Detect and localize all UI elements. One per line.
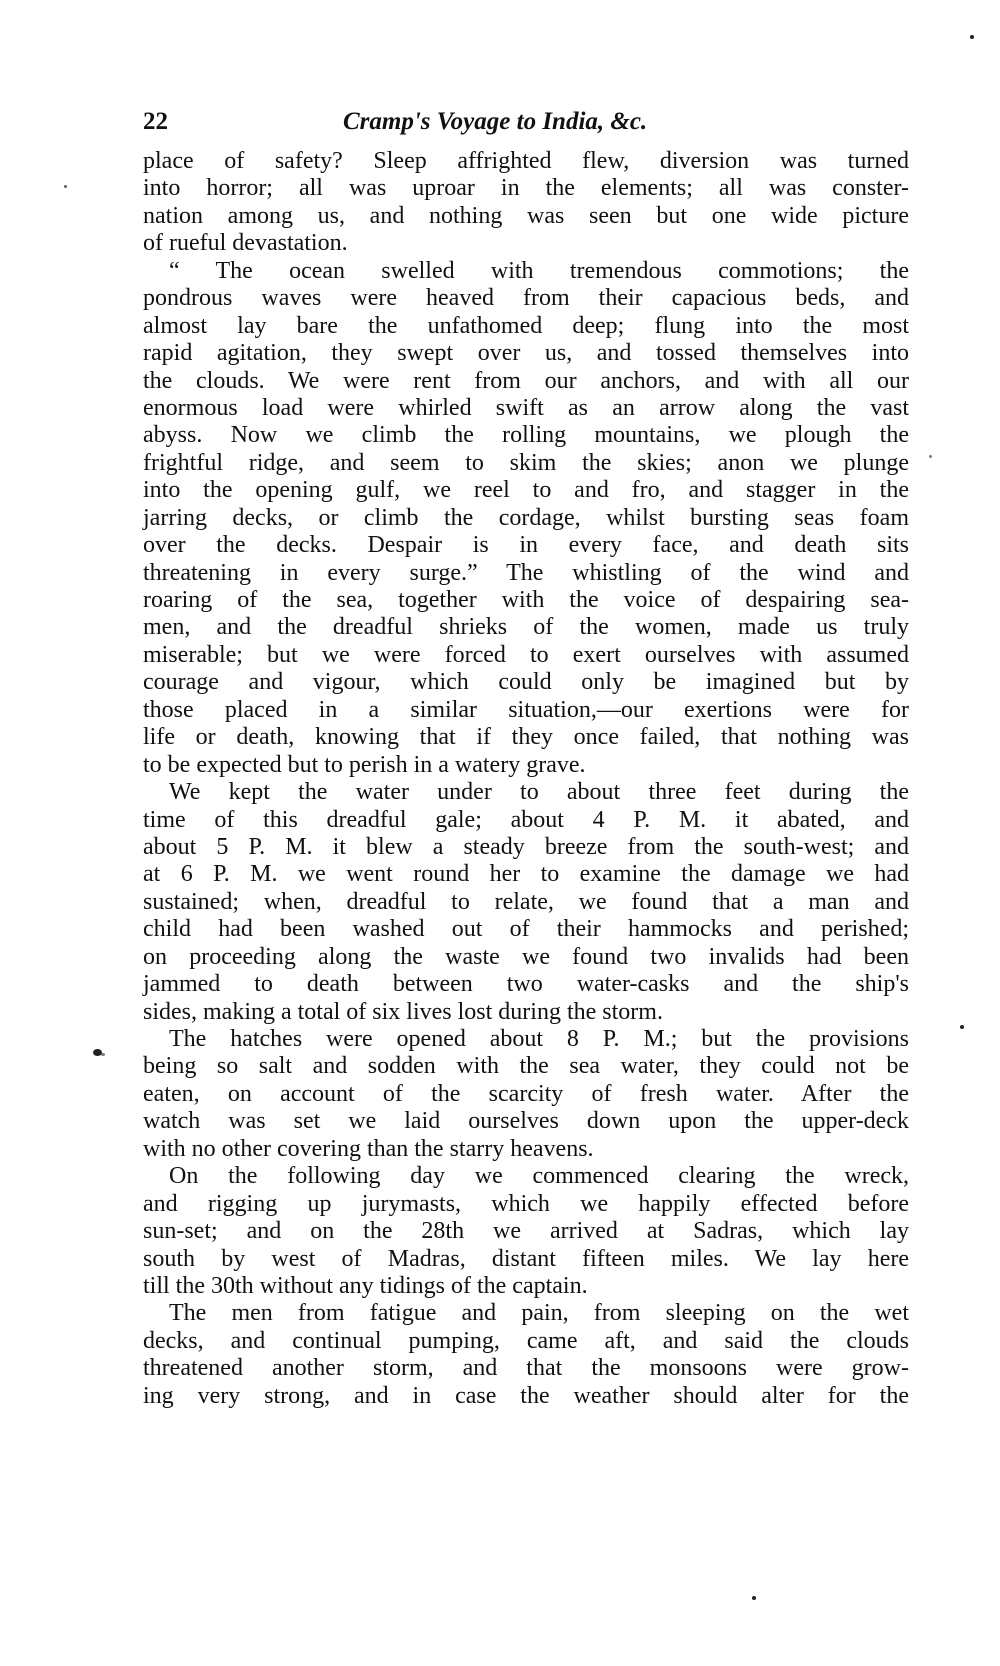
text-line: the clouds. We were rent from our anchors, and with all our	[143, 367, 909, 394]
ink-speck	[970, 35, 974, 39]
text-line: ing very strong, and in case the weather should alter for the	[143, 1382, 909, 1409]
text-line: sustained; when, dreadful to relate, we found that a man and	[143, 888, 909, 915]
text-line: at 6 P. M. we went round her to examine the damage we had	[143, 861, 909, 888]
text-line: eaten, on account of the scarcity of fresh water. After the	[143, 1080, 909, 1107]
ink-speck	[101, 1053, 105, 1056]
text-line: life or death, knowing that if they once failed, that nothing was	[143, 724, 909, 751]
text-line: We kept the water under to about three feet during the	[169, 779, 909, 806]
text-line: child had been washed out of their hammocks and perished;	[143, 916, 909, 943]
body-text	[143, 148, 909, 1410]
text-line: sun-set; and on the 28th we arrived at Sadras, which lay	[143, 1218, 909, 1245]
text-line: being so salt and sodden with the sea water, they could not be	[143, 1053, 909, 1080]
page-number: 22	[143, 108, 168, 135]
text-line: jammed to death between two water-casks and the ship's	[143, 971, 909, 998]
text-line: frightful ridge, and seem to skim the skies; anon we plunge	[143, 449, 909, 476]
text-line: The hatches were opened about 8 P. M.; but the provisions	[169, 1026, 909, 1052]
text-line: place of safety? Sleep affrighted flew, diversion was turned	[143, 148, 909, 174]
text-line: those placed in a similar situation,—our exertions were for	[143, 696, 909, 723]
text-line: rapid agitation, they swept over us, and tossed themselves into	[143, 340, 909, 367]
text-line: time of this dreadful gale; about 4 P. M. it abated, and	[143, 806, 909, 833]
text-line: till the 30th without any tidings of the captain.	[143, 1272, 588, 1299]
ink-speck	[929, 455, 932, 458]
text-line: decks, and continual pumping, came aft, and said the clouds	[143, 1327, 909, 1354]
text-line: pondrous waves were heaved from their capacious beds, and	[143, 285, 909, 312]
running-head	[143, 108, 909, 144]
ink-speck	[64, 185, 67, 188]
text-line: about 5 P. M. it blew a steady breeze from the south-west; and	[143, 833, 909, 860]
text-line: enormous load were whirled swift as an arrow along the vast	[143, 394, 909, 421]
text-line: nation among us, and nothing was seen but one wide picture	[143, 202, 909, 229]
text-line: watch was set we laid ourselves down upon the upper-deck	[143, 1108, 909, 1135]
text-line: threatening in every surge.” The whistling of the wind and	[143, 559, 909, 586]
text-line: miserable; but we were forced to exert ourselves with assumed	[143, 641, 909, 668]
text-line: jarring decks, or climb the cordage, whilst bursting seas foam	[143, 504, 909, 531]
text-line: to be expected but to perish in a watery grave.	[143, 751, 586, 778]
text-line: men, and the dreadful shrieks of the women, made us truly	[143, 614, 909, 641]
text-line: On the following day we commenced clearing the wreck,	[169, 1163, 909, 1190]
text-line: courage and vigour, which could only be imagined but by	[143, 669, 909, 696]
running-title: Cramp's Voyage to India, &c.	[343, 108, 648, 135]
text-line: almost lay bare the unfathomed deep; flung into the most	[143, 312, 909, 339]
text-line: The men from fatigue and pain, from sleeping on the wet	[169, 1300, 909, 1327]
text-line: with no other covering than the starry heavens.	[143, 1135, 594, 1162]
text-line: on proceeding along the waste we found two invalids had been	[143, 943, 909, 970]
text-line: of rueful devastation.	[143, 230, 348, 257]
text-line: sides, making a total of six lives lost during the storm.	[143, 998, 663, 1025]
text-line: “ The ocean swelled with tremendous commotions; the	[169, 257, 909, 284]
ink-speck	[752, 1596, 756, 1600]
ink-speck	[960, 1025, 964, 1029]
text-line: and rigging up jurymasts, which we happily effected before	[143, 1190, 909, 1217]
text-line: over the decks. Despair is in every face, and death sits	[143, 532, 909, 559]
text-line: abyss. Now we climb the rolling mountains, we plough the	[143, 422, 909, 449]
text-line: roaring of the sea, together with the voice of despairing sea-	[143, 587, 909, 613]
text-line: south by west of Madras, distant fifteen miles. We lay here	[143, 1245, 909, 1272]
text-line: into the opening gulf, we reel to and fro, and stagger in the	[143, 477, 909, 504]
text-line: threatened another storm, and that the monsoons were grow-	[143, 1355, 909, 1382]
text-line: into horror; all was uproar in the elements; all was conster-	[143, 175, 909, 202]
